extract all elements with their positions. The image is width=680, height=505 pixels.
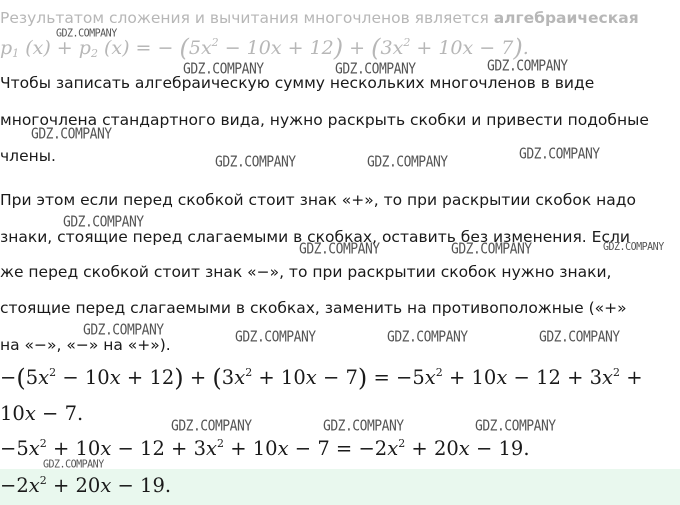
paragraph2-line5: на «−», «−» на «+»). [0,336,171,354]
formula-left: $p_1$ $(x) + p_2$ (x) = − [0,37,180,60]
paragraph2-line1: При этом если перед скобкой стоит знак «+», то при раскрытии скобок надо [0,191,636,209]
intro-text: Результатом сложения и вычитания многочленов является [0,9,489,27]
problem-formula: $p_1$ $(x) + p_2$ (x) = − $(5x^2 - 10x + 12) + (3x^2 + 10x - 7)$. [0,34,529,62]
watermark: GDZ.COMPANY [183,60,264,79]
paragraph1-line2: многочлена стандартного вида, нужно раскрыть скобки и привести подобные [0,111,649,129]
watermark: GDZ.COMPANY [31,125,112,144]
watermark: GDZ.COMPANY [56,27,117,40]
watermark: GDZ.COMPANY [451,240,532,259]
watermark: GDZ.COMPANY [323,417,404,436]
paragraph2-line4: стоящие перед слагаемыми в скобках, заменить на противоположные («+» [0,299,627,317]
intro-bold-word: алгебраическая [493,9,639,27]
watermark: GDZ.COMPANY [43,458,104,471]
watermark: GDZ.COMPANY [299,240,380,259]
paragraph2-line3: же перед скобкой стоит знак «−», то при раскрытии скобок нужно знаки, [0,263,612,281]
watermark: GDZ.COMPANY [487,57,568,76]
formula-expr2: $3x^2 + 10x - 7$ [380,36,514,59]
watermark: GDZ.COMPANY [335,60,416,79]
watermark: GDZ.COMPANY [235,328,316,347]
paragraph1-line3: члены. [0,147,56,165]
watermark: GDZ.COMPANY [83,321,164,340]
watermark: GDZ.COMPANY [63,213,144,232]
formula-expr1: $5x^2 - 10x + 12$ [188,36,334,59]
paragraph2-line2: знаки, стоящие перед слагаемыми в скобках, оставить без изменения. Если [0,228,630,246]
watermark: GDZ.COMPANY [387,328,468,347]
watermark: GDZ.COMPANY [539,328,620,347]
watermark: GDZ.COMPANY [603,241,664,254]
watermark: GDZ.COMPANY [171,417,252,436]
paragraph1-line1: Чтобы записать алгебраическую сумму нескольких многочленов в виде [0,74,595,92]
intro-sentence [0,9,639,27]
math-step1-line1: $-(5x^2 - 10x + 12) + (3x^2 + 10x - 7) = -5x^2 + 10x - 12 + 3x^2$ + [0,364,643,392]
math-step2: $-5x^2 + 10x - 12 + 3x^2 + 10x - 7 = -2x^2 + 20x - 19$. [0,437,530,460]
watermark: GDZ.COMPANY [367,153,448,172]
watermark: GDZ.COMPANY [475,417,556,436]
watermark: GDZ.COMPANY [519,145,600,164]
math-step1-line2: 10x − 7. [0,402,84,425]
answer: $-2x^2 + 20x - 19$. [0,474,172,497]
watermark: GDZ.COMPANY [215,153,296,172]
